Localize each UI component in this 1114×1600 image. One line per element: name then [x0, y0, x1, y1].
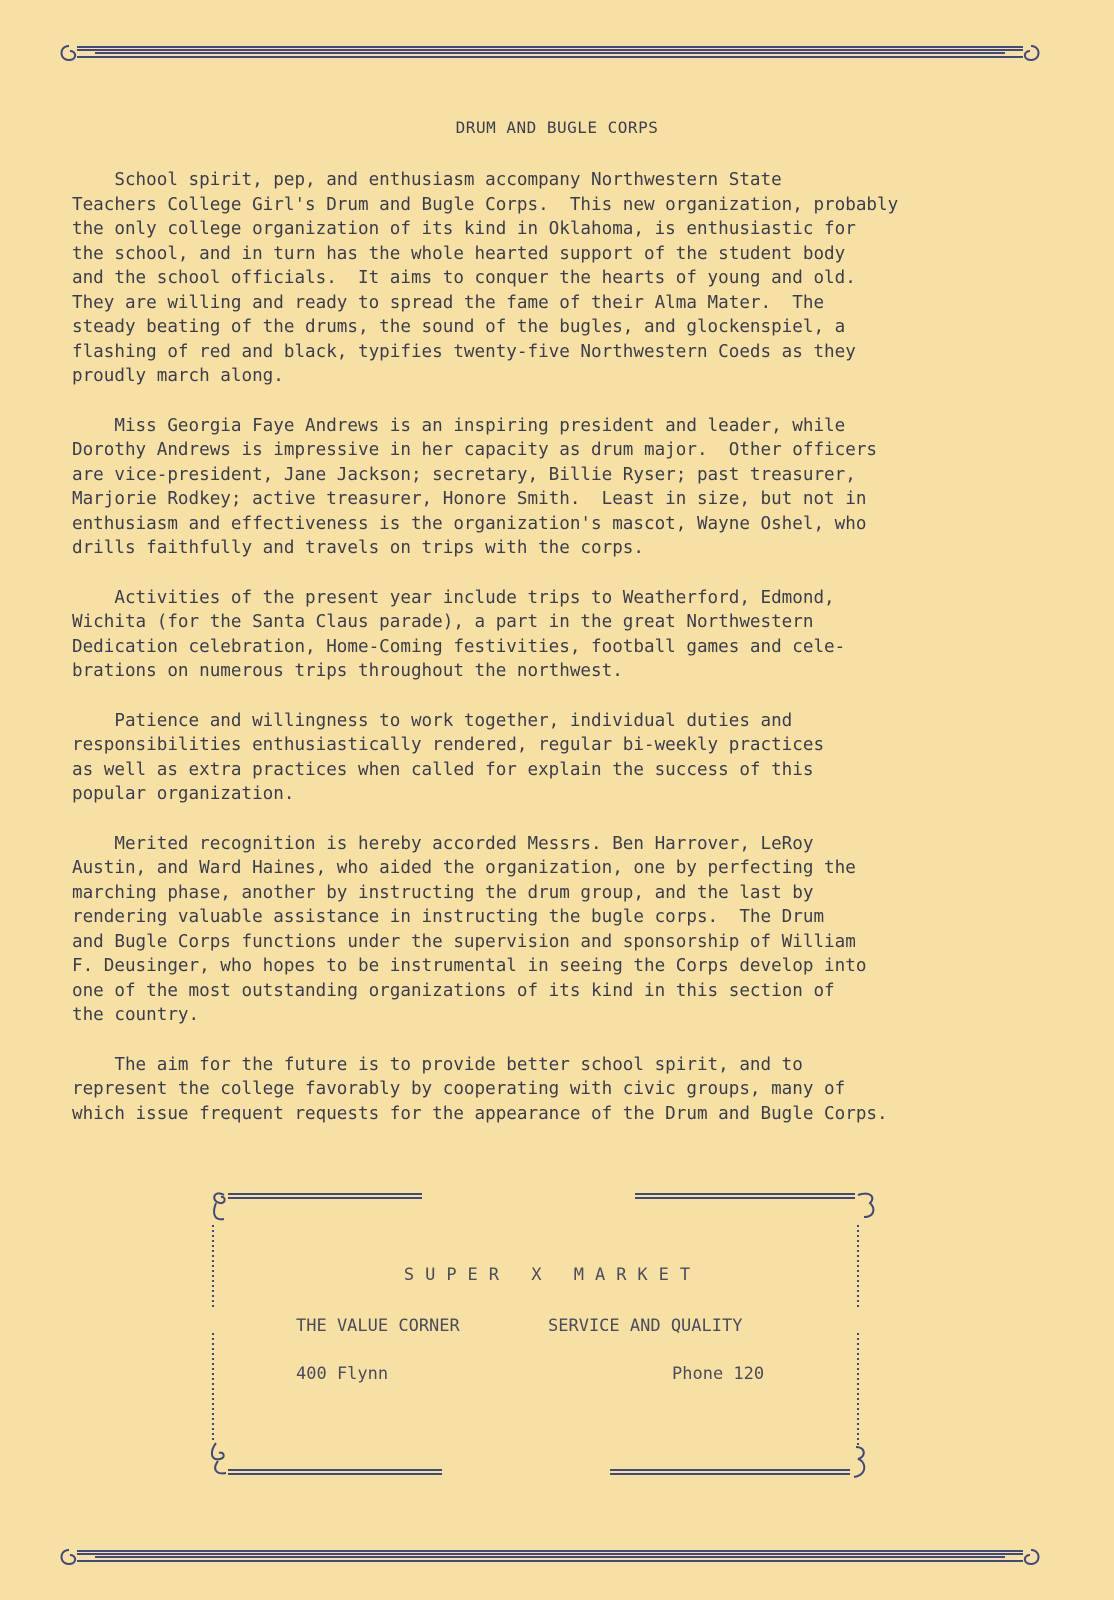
ad-ornamental-frame	[210, 1185, 895, 1500]
store-phone: Phone 120	[672, 1364, 765, 1384]
text-line: School spirit, pep, and enthusiasm accompany Northwestern State	[72, 170, 782, 190]
paragraph-4	[72, 709, 1062, 807]
page-title: DRUM AND BUGLE CORPS	[455, 118, 659, 137]
text-line: Wichita (for the Santa Claus parade), a part in the great Northwestern	[72, 612, 814, 632]
text-line: responsibilities enthusiastically rendered, regular bi-weekly practices	[72, 735, 825, 755]
text-line: Teachers College Girl's Drum and Bugle Corps. This new organization, probably	[72, 194, 899, 215]
text-line: proudly march along.	[72, 366, 284, 386]
text-line: The aim for the future is to provide better school spirit, and to	[72, 1054, 803, 1075]
bottom-ornamental-rule	[55, 1540, 1045, 1570]
text-line: Dedication celebration, Home-Coming festivities, football games and cele-	[72, 636, 846, 657]
text-line: F. Deusinger, who hopes to be instrumental in seeing the Corps develop into	[72, 956, 867, 976]
text-line: Activities of the present year include trips to Weatherford, Edmond,	[72, 587, 835, 608]
text-line: Dorothy Andrews is impressive in her capacity as drum major. Other officers	[72, 440, 878, 460]
text-line: drills faithfully and travels on trips with the corps.	[72, 538, 644, 558]
text-line: the country.	[72, 1005, 200, 1025]
store-address: 400 Flynn	[296, 1364, 389, 1384]
text-line: Marjorie Rodkey; active treasurer, Honore Smith. Least in size, but not in	[72, 489, 867, 509]
text-line: popular organization.	[72, 784, 295, 804]
text-line: Patience and willingness to work together, individual duties and	[72, 710, 793, 731]
text-line: the school, and in turn has the whole hearted support of the student body	[72, 243, 846, 264]
text-line: flashing of red and black, typifies twenty-five Northwestern Coeds as they	[72, 341, 856, 362]
text-line: enthusiasm and effectiveness is the organization's mascot, Wayne Oshel, who	[72, 513, 867, 534]
advertisement-box	[210, 1185, 895, 1500]
text-line: marching phase, another by instructing the drum group, and the last by	[72, 882, 814, 903]
store-tagline-left: THE VALUE CORNER	[296, 1316, 460, 1336]
store-name: SUPER X MARKET	[403, 1265, 702, 1285]
paragraph-6	[72, 1053, 1062, 1127]
paragraph-5	[72, 832, 1062, 1028]
top-ornamental-rule	[55, 36, 1045, 66]
text-line: represent the college favorably by cooperating with civic groups, many of	[72, 1079, 846, 1099]
text-line: They are willing and ready to spread the fame of their Alma Mater. The	[72, 292, 825, 313]
text-line: and the school officials. It aims to conquer the hearts of young and old.	[72, 268, 856, 288]
text-line: the only college organization of its kind in Oklahoma, is enthusiastic for	[72, 219, 856, 239]
text-line: and Bugle Corps functions under the supervision and sponsorship of William	[72, 931, 856, 952]
paragraph-1	[72, 168, 1062, 389]
text-line: rendering valuable assistance in instructing the bugle corps. The Drum	[72, 907, 825, 927]
text-line: as well as extra practices when called for explain the success of this	[72, 759, 814, 780]
text-line: which issue frequent requests for the appearance of the Drum and Bugle Corps.	[72, 1103, 888, 1124]
text-line: Austin, and Ward Haines, who aided the organization, one by perfecting the	[72, 858, 856, 878]
text-line: one of the most outstanding organizations of its kind in this section of	[72, 980, 835, 1001]
store-tagline-right: SERVICE AND QUALITY	[548, 1316, 743, 1336]
paragraph-3	[72, 586, 1062, 684]
text-line: Merited recognition is hereby accorded Messrs. Ben Harrover, LeRoy	[72, 833, 814, 854]
text-line: are vice-president, Jane Jackson; secretary, Billie Ryser; past treasurer,	[72, 464, 856, 485]
paragraph-2	[72, 414, 1062, 561]
text-line: steady beating of the drums, the sound of the bugles, and glockenspiel, a	[72, 317, 846, 337]
text-line: Miss Georgia Faye Andrews is an inspiring president and leader, while	[72, 415, 846, 436]
text-line: brations on numerous trips throughout the northwest.	[72, 661, 623, 681]
article-body	[72, 168, 1062, 1151]
